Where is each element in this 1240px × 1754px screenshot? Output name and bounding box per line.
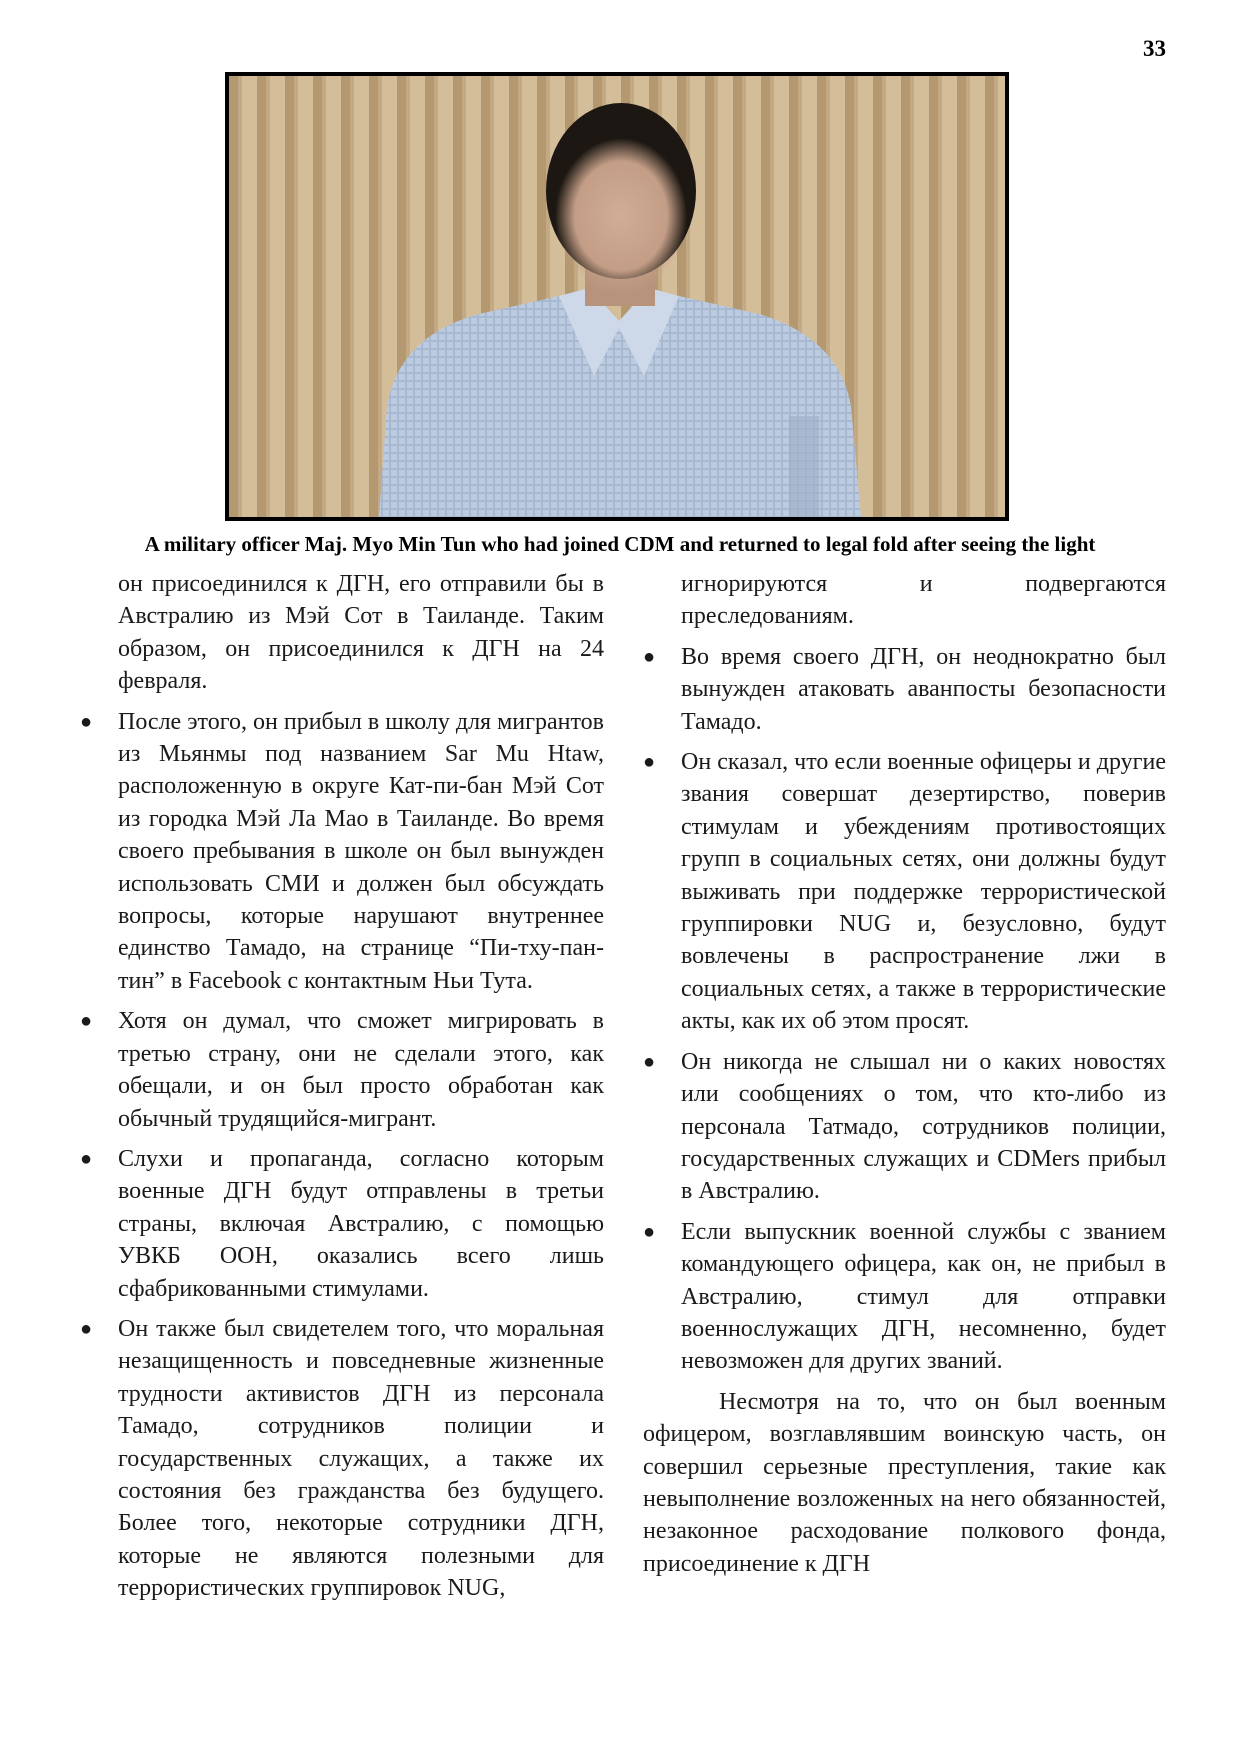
- figure-caption: A military officer Maj. Myo Min Tun who had joined CDM and returned to legal fold after seeing the light: [144, 532, 1096, 556]
- list-item-text: Он никогда не слышал ни о каких новостях или сообщениях о том, что кто-либо из персонала Татмадо, сотрудников полиции, государственных служащих и CDMers прибыл в Австралию.: [681, 1048, 1166, 1205]
- list-item-text: Слухи и пропаганда, согласно которым военные ДГН будут отправлены в третьи страны, включая Австралию, с помощью УВКБ ООН, оказались всего лишь сфабрикованными стимулами.: [118, 1145, 604, 1302]
- list-item: [80, 706, 604, 998]
- photo-illustration: [229, 76, 1005, 517]
- officer-photo: [225, 72, 1009, 521]
- page-number: 33: [1143, 36, 1166, 61]
- body-paragraph: Несмотря на то, что он был военным офицером, возглавлявшим воинскую часть, он совершил серьезные преступления, такие как невыполнение возложенных на него обязанностей, незаконное расходование полкового фонда, присоединение к ДГН: [643, 1388, 1166, 1577]
- continued-text: игнорируются и подвергаются преследованиям.: [681, 571, 1166, 630]
- left-column: [80, 568, 604, 1613]
- list-item: [643, 1216, 1166, 1378]
- list-item-text: Он сказал, что если военные офицеры и другие звания совершат дезертирство, поверив стимулам и убеждениям противостоящих групп в социальных сетях, они должны будут выживать при поддержке террористической группировки NUG и, безусловно, будут вовлечены в распространение лжи в социальных сетях, а также в террористические акты, как их об этом просят.: [681, 749, 1166, 1035]
- bullet-icon: ●: [643, 1050, 656, 1073]
- bullet-icon: ●: [643, 645, 656, 668]
- bullet-icon: ●: [80, 710, 93, 733]
- list-item-text: Если выпускник военной службы с званием командующего офицера, как он, не прибыл в Австралию, стимул для отправки военнослужащих ДГН, несомненно, будет невозможен для других званий.: [681, 1218, 1166, 1375]
- list-item: [643, 1046, 1166, 1208]
- continued-text: он присоединился к ДГН, его отправили бы в Австралию из Мэй Сот в Таиланде. Таким образом, он присоединился к ДГН на 24 февраля.: [118, 571, 604, 695]
- list-item: [643, 746, 1166, 1038]
- list-item: [643, 641, 1166, 738]
- bullet-icon: ●: [80, 1317, 93, 1340]
- list-item: [80, 1143, 604, 1305]
- list-item: [80, 1005, 604, 1135]
- list-item-text: После этого, он прибыл в школу для мигрантов из Мьянмы под названием Sar Mu Htaw, расположенную в округе Кат-пи-бан Мэй Сот из городка Мэй Ла Мао в Таиланде. Во время своего пребывания в школе он был вынужден использовать СМИ и должен был обсуждать вопросы, которые нарушают внутреннее единство Тамадо, на странице “Пи-тху-пан-тин” в Facebook с контактным Ньи Тута.: [118, 708, 604, 994]
- list-item-text: Хотя он думал, что сможет мигрировать в третью страну, они не сделали этого, как обещали, и он был просто обработан как обычный трудящийся-мигрант.: [118, 1008, 604, 1132]
- bullet-list: [80, 706, 604, 1605]
- bullet-icon: ●: [80, 1147, 93, 1170]
- bullet-icon: ●: [643, 751, 656, 774]
- list-item: [80, 1313, 604, 1605]
- bullet-icon: ●: [643, 1220, 656, 1243]
- arm: [789, 416, 819, 517]
- list-item-text: Во время своего ДГН, он неоднократно был вынужден атаковать аванпосты безопасности Тамадо.: [681, 643, 1166, 735]
- blurred-face: [555, 138, 687, 294]
- bullet-list: [643, 641, 1166, 1378]
- right-column: [643, 568, 1166, 1580]
- list-item-text: Он также был свидетелем того, что моральная незащищенность и повседневные жизненные трудности активистов ДГН из персонала Тамадо, сотрудников полиции и государственных служащих, а также их состояния без гражданства без будущего. Более того, некоторые сотрудники ДГН, которые не являются полезными для террористических группировок NUG,: [118, 1315, 604, 1602]
- bullet-icon: ●: [80, 1010, 93, 1033]
